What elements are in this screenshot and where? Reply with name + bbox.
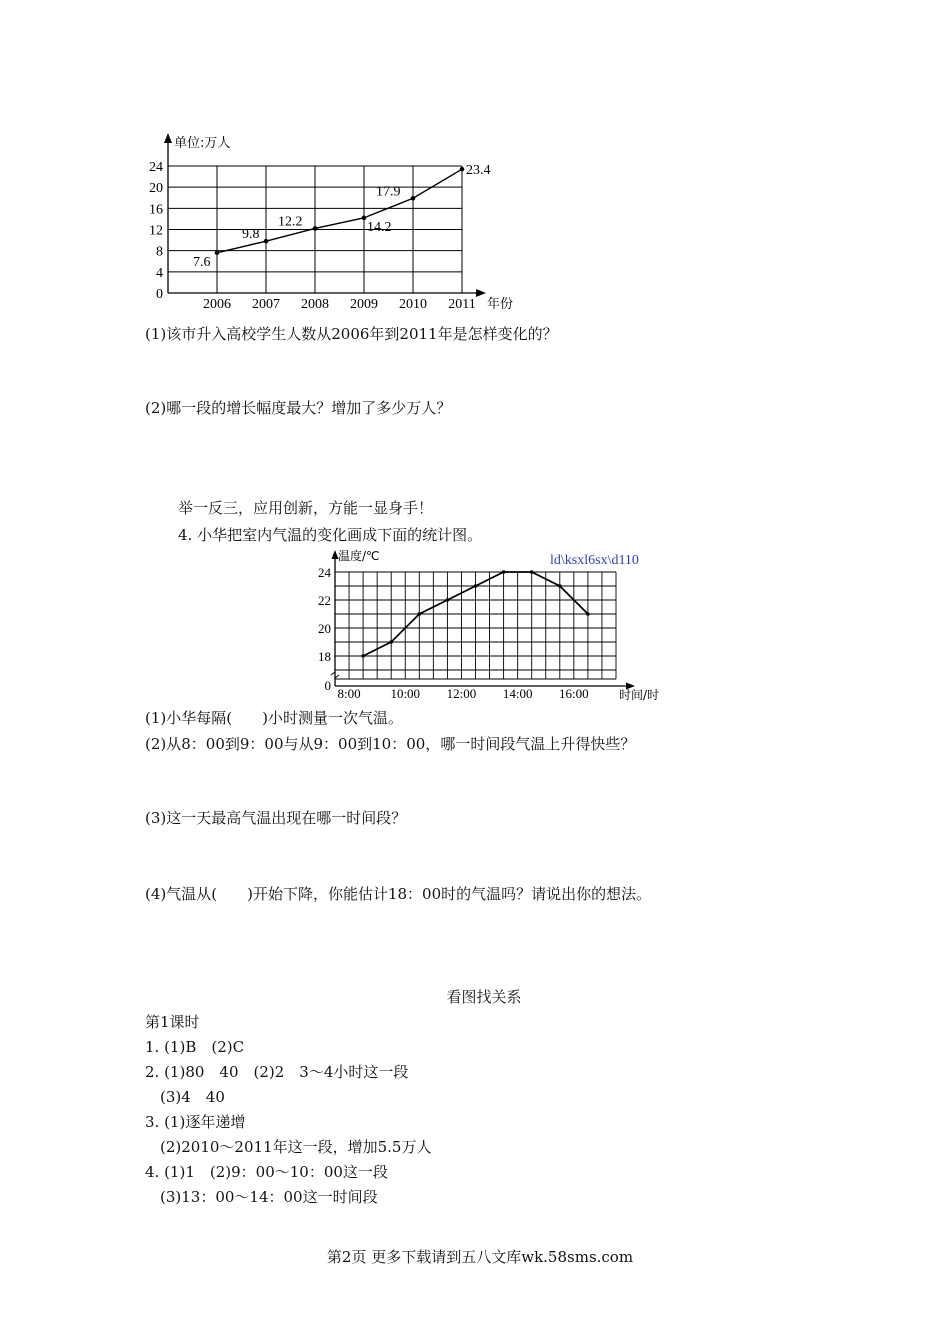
x-tick-label: 2011 bbox=[448, 297, 476, 312]
data-point bbox=[558, 584, 562, 588]
data-point bbox=[362, 216, 367, 221]
x-tick-label: 10:00 bbox=[390, 686, 421, 701]
y-tick-label: 24 bbox=[318, 565, 331, 580]
y-tick-label: 24 bbox=[149, 160, 163, 175]
data-label: 12.2 bbox=[278, 214, 303, 230]
question-4-4: (4)气温从( )开始下降，你能估计18：00时的气温吗？请说出你的想法。 bbox=[145, 885, 652, 903]
x-tick-label: 2007 bbox=[252, 297, 280, 312]
x-tick-label: 2010 bbox=[399, 297, 427, 312]
chart-annotation: ld\ksxl6sx\d110 bbox=[550, 553, 639, 568]
data-point bbox=[586, 612, 590, 616]
x-tick-label: 2008 bbox=[301, 297, 329, 312]
data-label: 23.4 bbox=[466, 163, 491, 179]
data-point bbox=[446, 598, 450, 602]
data-point bbox=[474, 584, 478, 588]
x-tick-label: 12:00 bbox=[446, 686, 477, 701]
answer-1: 1. (1)B (2)C bbox=[145, 1038, 245, 1056]
y-tick-label: 0 bbox=[324, 678, 331, 693]
answer-4b: (3)13：00～14：00这一时间段 bbox=[160, 1188, 378, 1206]
y-axis-arrow-icon bbox=[164, 133, 172, 143]
data-point bbox=[361, 654, 365, 658]
temperature-line-chart bbox=[300, 545, 700, 705]
y-tick-label: 16 bbox=[149, 202, 163, 218]
answer-2b: (3)4 40 bbox=[160, 1088, 225, 1106]
y-tick-label: 18 bbox=[318, 649, 331, 664]
y-axis-title: 单位:万人 bbox=[174, 136, 231, 151]
data-label: 7.6 bbox=[193, 254, 211, 270]
question-4-1: (1)小华每隔( )小时测量一次气温。 bbox=[145, 709, 403, 727]
y-tick-label: 12 bbox=[149, 223, 163, 239]
question-4-2: (2)从8：00到9：00与从9：00到10：00，哪一时间段气温上升得快些？ bbox=[145, 735, 636, 753]
axis-break-icon bbox=[331, 672, 339, 678]
answer-3b: (2)2010～2011年这一段，增加5.5万人 bbox=[160, 1138, 432, 1156]
answers-lesson: 第1课时 bbox=[145, 1013, 200, 1031]
x-axis-arrow-icon bbox=[476, 289, 486, 297]
data-point bbox=[215, 250, 220, 255]
data-point bbox=[460, 167, 465, 172]
x-axis-title: 年份 bbox=[487, 297, 514, 312]
question-4-title: 4. 小华把室内气温的变化画成下面的统计图。 bbox=[178, 526, 483, 544]
question-3-2: (2)哪一段的增长幅度最大？增加了多少万人？ bbox=[145, 399, 452, 417]
y-tick-label: 0 bbox=[156, 287, 163, 302]
enrollment-line-chart bbox=[140, 125, 540, 325]
question-3-1: (1)该市升入高校学生人数从2006年到2011年是怎样变化的？ bbox=[145, 325, 558, 343]
page-footer: 第2页 更多下载请到五八文库wk.58sms.com bbox=[326, 1248, 634, 1266]
y-tick-label: 20 bbox=[318, 621, 331, 636]
x-tick-label: 16:00 bbox=[559, 686, 589, 701]
y-tick-label: 8 bbox=[156, 244, 163, 260]
answer-2: 2. (1)80 40 (2)2 3～4小时这一段 bbox=[145, 1063, 409, 1081]
x-tick-label: 14:00 bbox=[502, 686, 533, 701]
data-point bbox=[411, 196, 416, 201]
answer-4: 4. (1)1 (2)9：00～10：00这一段 bbox=[145, 1163, 388, 1181]
data-point bbox=[389, 640, 393, 644]
y-tick-label: 4 bbox=[156, 265, 163, 281]
x-tick-label: 2006 bbox=[203, 297, 231, 312]
intro-text: 举一反三，应用创新，方能一显身手！ bbox=[178, 499, 434, 517]
data-label: 14.2 bbox=[367, 219, 392, 235]
question-4-3: (3)这一天最高气温出现在哪一时间段？ bbox=[145, 809, 407, 827]
x-tick-label: 2009 bbox=[350, 297, 378, 312]
x-tick-label: 8:00 bbox=[337, 686, 361, 701]
data-point bbox=[264, 239, 269, 244]
answer-3: 3. (1)逐年递增 bbox=[145, 1113, 246, 1131]
y-tick-label: 22 bbox=[318, 593, 331, 608]
data-point bbox=[418, 612, 422, 616]
y-tick-label: 20 bbox=[149, 181, 163, 197]
data-point bbox=[313, 226, 318, 231]
data-label: 9.8 bbox=[242, 227, 260, 243]
y-axis-title: 温度/℃ bbox=[338, 549, 380, 563]
data-point bbox=[502, 570, 506, 574]
x-axis-title: 时间/时 bbox=[619, 688, 660, 702]
answers-heading: 看图找关系 bbox=[446, 988, 522, 1006]
data-point bbox=[530, 570, 534, 574]
data-label: 17.9 bbox=[376, 184, 401, 200]
